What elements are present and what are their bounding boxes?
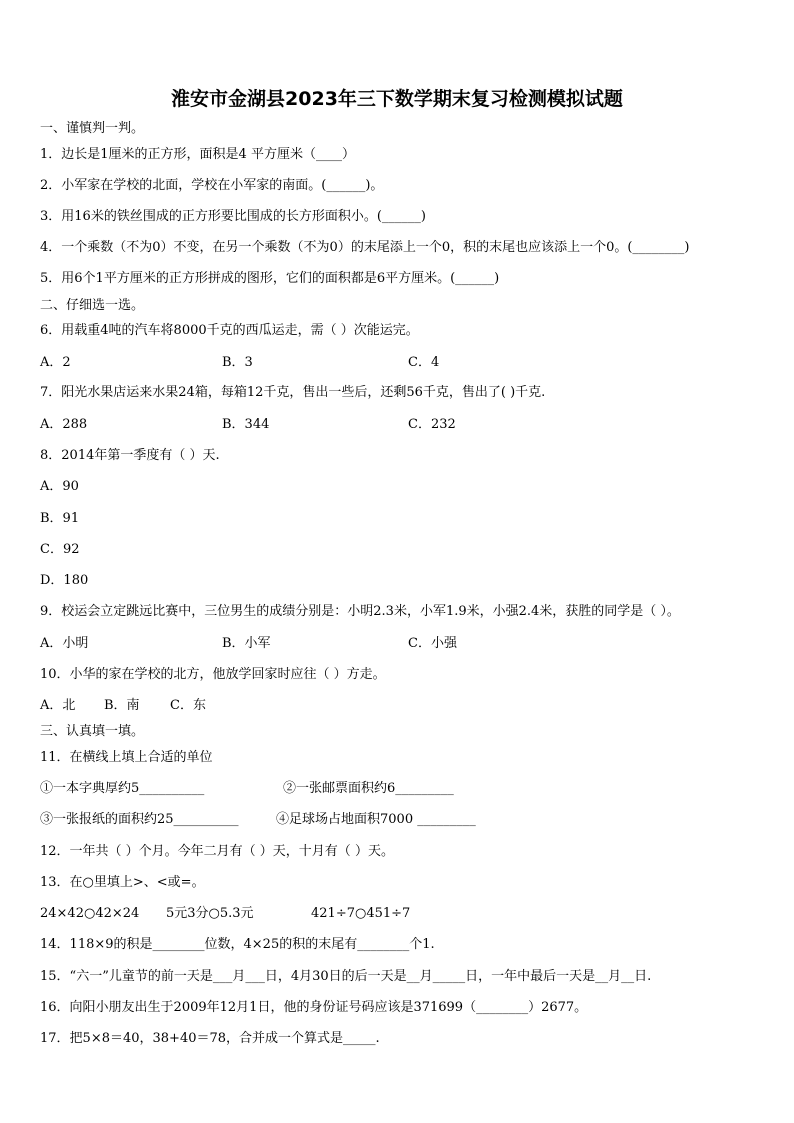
q7-option-c: C．232 xyxy=(408,417,456,432)
q13-item-2: 5元3分○5.3元 xyxy=(166,906,254,921)
q11-item-2: ②一张邮票面积约6_________ xyxy=(283,781,454,796)
q8-option-c: C．92 xyxy=(40,542,80,557)
q8-option-d: D．180 xyxy=(40,573,89,588)
q6-option-a: A．2 xyxy=(40,355,71,370)
exam-title: 淮安市金湖县2023年三下数学期末复习检测模拟试题 xyxy=(171,88,623,110)
q11-item-3: ③一张报纸的面积约25__________ xyxy=(40,812,239,827)
q11-item-4: ④足球场占地面积7000 _________ xyxy=(276,812,476,827)
q9-option-c: C．小强 xyxy=(408,636,457,651)
question-15: 15．“六一”儿童节的前一天是___月___日，4月30日的后一天是__月_____日，一年中最后一天是__月__日. xyxy=(40,969,652,984)
question-14: 14．118×9的积是________位数，4×25的积的末尾有________个1. xyxy=(40,937,435,952)
q6-option-c: C．4 xyxy=(408,355,440,370)
question-4: 4．一个乘数（不为0）不变，在另一个乘数（不为0）的末尾添上一个0，积的末尾也应该添上一个0。(________) xyxy=(40,240,690,255)
question-5: 5．用6个1平方厘米的正方形拼成的图形，它们的面积都是6平方厘米。(______) xyxy=(40,271,500,286)
question-12: 12．一年共（ ）个月。今年二月有（ ）天，十月有（ ）天。 xyxy=(40,844,394,859)
question-10: 10．小华的家在学校的北方，他放学回家时应往（ ）方走。 xyxy=(40,667,386,682)
question-6: 6．用载重4吨的汽车将8000千克的西瓜运走，需（ ）次能运完。 xyxy=(40,323,419,338)
question-7: 7．阳光水果店运来水果24箱，每箱12千克，售出一些后，还剩56千克，售出了( )千克. xyxy=(40,385,546,400)
question-11: 11．在横线上填上合适的单位 xyxy=(40,750,213,765)
q13-item-3: 421÷7○451÷7 xyxy=(311,906,411,921)
q10-option-a: A．北 xyxy=(40,698,76,713)
q7-option-a: A．288 xyxy=(40,417,88,432)
q7-option-b: B．344 xyxy=(222,417,270,432)
q8-option-b: B．91 xyxy=(40,511,80,526)
question-8: 8．2014年第一季度有（ ）天. xyxy=(40,448,220,463)
q6-option-b: B．3 xyxy=(222,355,253,370)
q11-item-1: ①一本字典厚约5__________ xyxy=(40,781,205,796)
q10-option-b: B．南 xyxy=(104,698,140,713)
question-17: 17．把5×8＝40，38+40＝78，合并成一个算式是_____. xyxy=(40,1031,380,1046)
section-3-heading: 三、认真填一填。 xyxy=(40,724,145,739)
question-3: 3．用16米的铁丝围成的正方形要比围成的长方形面积小。(______) xyxy=(40,209,426,224)
section-2-heading: 二、仔细选一选。 xyxy=(40,298,145,313)
section-1-heading: 一、谨慎判一判。 xyxy=(40,121,145,136)
question-1: 1．边长是1厘米的正方形，面积是4 平方厘米（____） xyxy=(40,147,355,162)
q13-item-1: 24×42○42×24 xyxy=(40,906,140,921)
question-2: 2．小军家在学校的北面，学校在小军家的南面。(______)。 xyxy=(40,178,384,193)
q10-option-c: C．东 xyxy=(170,698,206,713)
question-9: 9．校运会立定跳远比赛中，三位男生的成绩分别是：小明2.3米，小军1.9米，小强2.4米，获胜的同学是（ ）。 xyxy=(40,604,680,619)
question-13: 13．在○里填上>、<或=。 xyxy=(40,875,205,890)
question-16: 16．向阳小朋友出生于2009年12月1日，他的身份证号码应该是371699（________）2677。 xyxy=(40,1000,588,1015)
q9-option-a: A．小明 xyxy=(40,636,89,651)
q8-option-a: A．90 xyxy=(40,479,79,494)
q9-option-b: B．小军 xyxy=(222,636,271,651)
